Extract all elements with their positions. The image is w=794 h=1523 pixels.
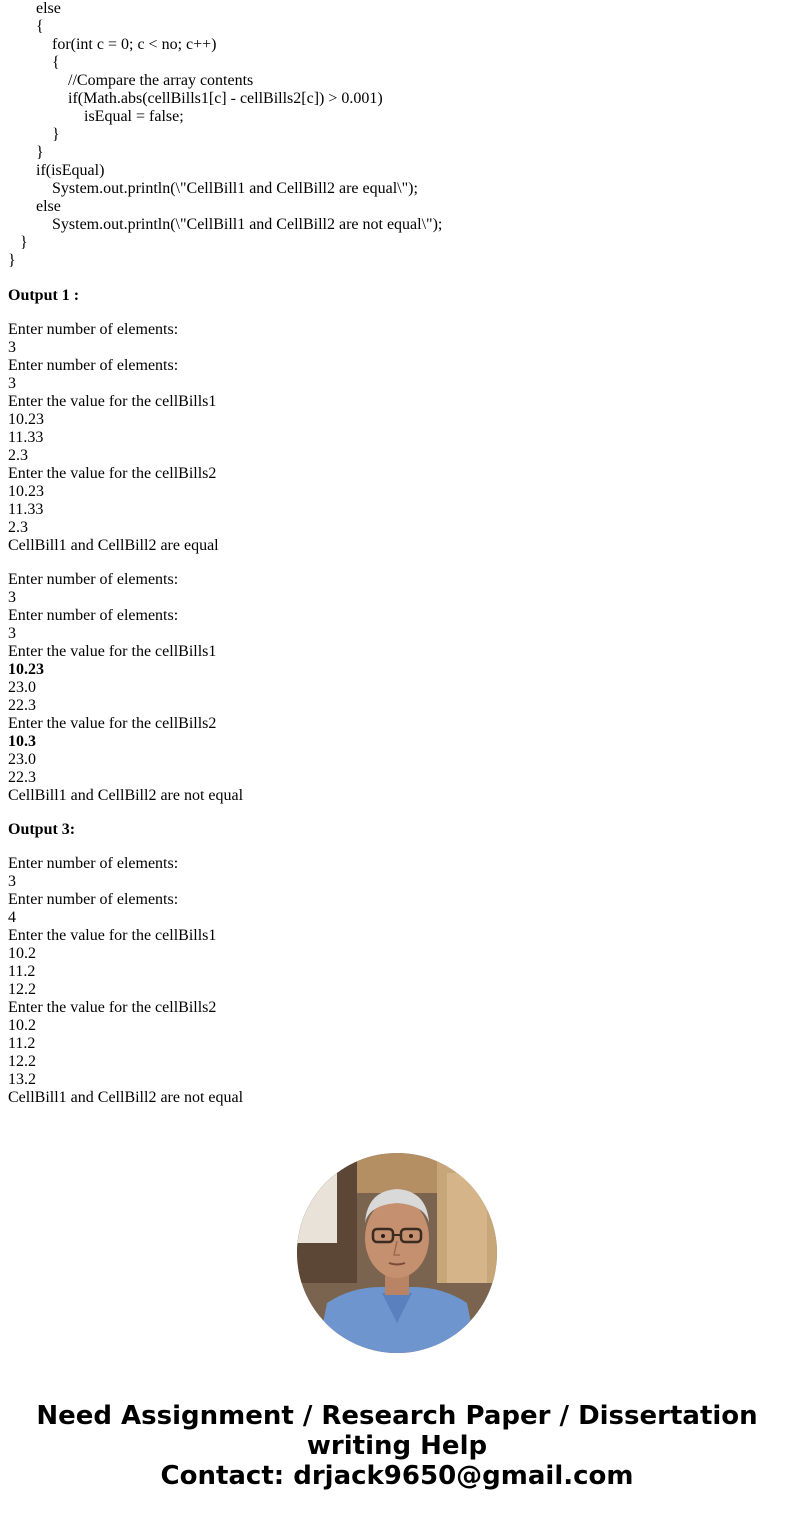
- output-line: CellBill1 and CellBill2 are not equal: [8, 787, 244, 804]
- code-line: else: [36, 0, 61, 17]
- code-block: [8, 0, 788, 270]
- output-line: 3: [8, 625, 16, 642]
- output-line: 11.33: [8, 501, 44, 518]
- output-line: 10.2: [8, 1017, 36, 1034]
- code-line: {: [52, 54, 60, 71]
- footer-line-2: writing Help: [306, 1431, 488, 1461]
- footer-line-1: Need Assignment / Research Paper / Dissertation: [36, 1401, 758, 1431]
- output-3-block: [8, 855, 788, 1107]
- output-line: 22.3: [8, 697, 36, 714]
- code-line: }: [20, 234, 28, 251]
- output-line: 10.23: [8, 661, 44, 678]
- code-line: }: [36, 144, 44, 161]
- output-line: 12.2: [8, 1053, 36, 1070]
- output-line: 10.23: [8, 411, 44, 428]
- output-line: Enter number of elements:: [8, 607, 179, 624]
- output-line: 23.0: [8, 751, 36, 768]
- output-line: Enter number of elements:: [8, 855, 179, 872]
- code-line: //Compare the array contents: [68, 72, 254, 89]
- output-line: 11.2: [8, 1035, 36, 1052]
- output-line: 10.3: [8, 733, 36, 750]
- output-line: 2.3: [8, 447, 28, 464]
- output-1-block-1: [8, 321, 788, 555]
- output-line: Enter number of elements:: [8, 571, 179, 588]
- code-line: System.out.println(\"CellBill1 and CellBill2 are not equal\");: [52, 216, 443, 233]
- output-line: Enter number of elements:: [8, 321, 179, 338]
- footer-contact: [0, 1401, 794, 1491]
- output-line: Enter the value for the cellBills2: [8, 999, 217, 1016]
- output-1-heading: Output 1 :: [8, 287, 80, 304]
- code-line: for(int c = 0; c < no; c++): [52, 36, 217, 53]
- output-line: 4: [8, 909, 16, 926]
- output-line: 3: [8, 375, 16, 392]
- output-3-heading: Output 3:: [8, 821, 76, 838]
- output-line: 22.3: [8, 769, 36, 786]
- code-line: else: [36, 198, 61, 215]
- output-line: CellBill1 and CellBill2 are equal: [8, 537, 219, 554]
- output-line: Enter the value for the cellBills1: [8, 643, 217, 660]
- code-line: }: [52, 126, 60, 143]
- output-1-block-2: [8, 571, 788, 805]
- output-line: 3: [8, 339, 16, 356]
- code-line: isEqual = false;: [84, 108, 184, 125]
- output-line: 11.33: [8, 429, 44, 446]
- author-avatar: [297, 1153, 497, 1353]
- output-line: Enter number of elements:: [8, 357, 179, 374]
- output-line: Enter the value for the cellBills2: [8, 465, 217, 482]
- code-line: }: [8, 252, 16, 269]
- output-line: 10.23: [8, 483, 44, 500]
- output-line: 3: [8, 589, 16, 606]
- code-line: {: [36, 18, 44, 35]
- code-line: if(isEqual): [36, 162, 105, 179]
- output-line: 12.2: [8, 981, 36, 998]
- output-3-section: [8, 821, 788, 839]
- output-line: 11.2: [8, 963, 36, 980]
- output-line: 3: [8, 873, 16, 890]
- output-line: 2.3: [8, 519, 28, 536]
- output-line: CellBill1 and CellBill2 are not equal: [8, 1089, 244, 1106]
- output-line: 23.0: [8, 679, 36, 696]
- code-line: if(Math.abs(cellBills1[c] - cellBills2[c]) > 0.001): [68, 90, 383, 107]
- code-line: System.out.println(\"CellBill1 and CellBill2 are equal\");: [52, 180, 418, 197]
- output-1-section: [8, 287, 788, 305]
- avatar-portrait-image: [297, 1153, 497, 1353]
- output-line: Enter the value for the cellBills1: [8, 927, 217, 944]
- output-line: 10.2: [8, 945, 36, 962]
- footer-line-3: Contact: drjack9650@gmail.com: [160, 1461, 634, 1491]
- output-line: Enter the value for the cellBills1: [8, 393, 217, 410]
- output-line: 13.2: [8, 1071, 36, 1088]
- output-line: Enter the value for the cellBills2: [8, 715, 217, 732]
- output-line: Enter number of elements:: [8, 891, 179, 908]
